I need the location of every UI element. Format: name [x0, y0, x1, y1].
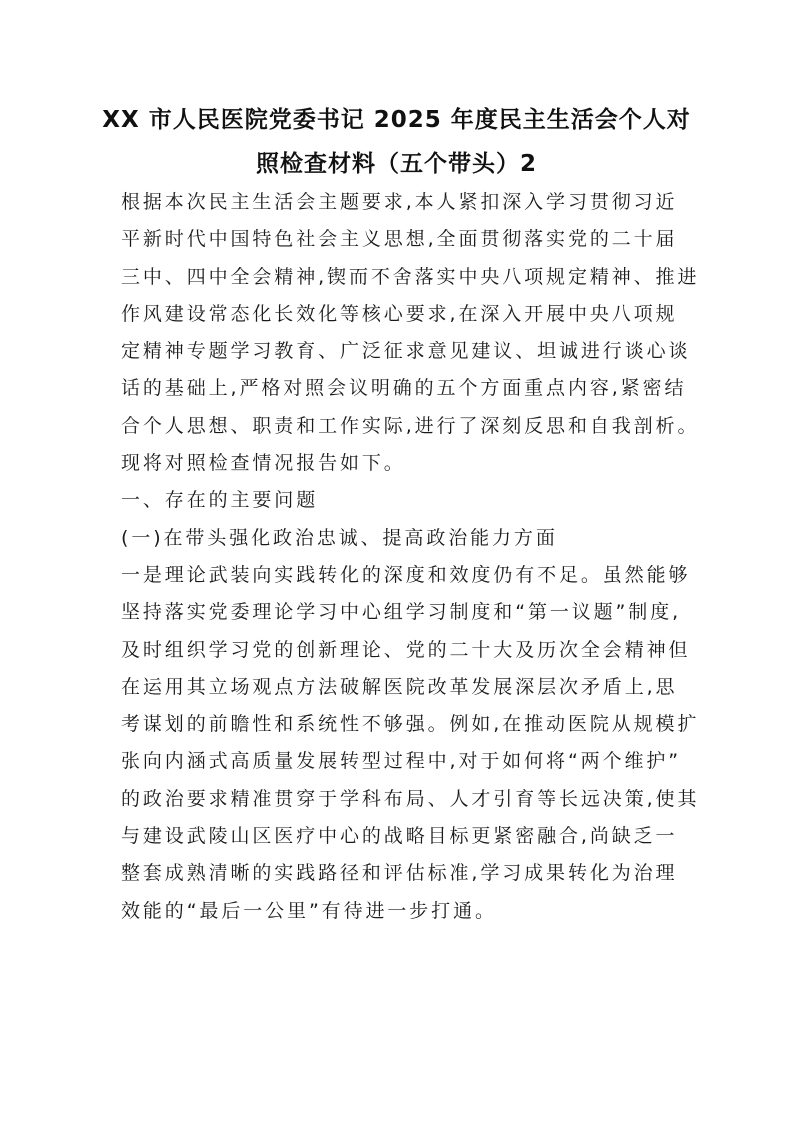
title-line-1: XX 市人民医院党委书记 2025 年度民主生活会个人对 — [102, 107, 691, 133]
body-line: 效能的“最后一公里”有待进一步打通。 — [121, 899, 497, 922]
document-body — [121, 184, 700, 930]
body-line: 的政治要求精准贯穿于学科布局、人才引育等长远决策,使其 — [121, 787, 700, 810]
document-title — [100, 98, 693, 186]
body-line: 张向内涵式高质量发展转型过程中,对于如何将“两个维护” — [121, 750, 682, 773]
body-line: 坚持落实党委理论学习中心组学习制度和“第一议题”制度, — [121, 601, 682, 624]
body-line: 及时组织学习党的创新理论、党的二十大及历次全会精神但 — [121, 638, 691, 661]
subsection-heading: (一)在带头强化政治忠诚、提高政治能力方面 — [121, 526, 558, 549]
body-line: 考谋划的前瞻性和系统性不够强。例如,在推动医院从规模扩 — [121, 713, 700, 736]
body-line: 整套成熟清晰的实践路径和评估标准,学习成果转化为治理 — [121, 862, 678, 885]
body-line: 根据本次民主生活会主题要求,本人紧扣深入学习贯彻习近 — [121, 191, 678, 213]
body-line: 平新时代中国特色社会主义思想,全面贯彻落实党的二十届 — [121, 228, 678, 251]
body-line: 定精神专题学习教育、广泛征求意见建议、坦诚进行谈心谈 — [121, 340, 691, 363]
body-line: 话的基础上,严格对照会议明确的五个方面重点内容,紧密结 — [121, 377, 687, 400]
body-line: 合个人思想、职责和工作实际,进行了深刻反思和自我剖析。 — [121, 414, 700, 437]
body-line: 作风建设常态化长效化等核心要求,在深入开展中央八项规 — [121, 302, 678, 325]
section-heading: 一、存在的主要问题 — [121, 489, 319, 512]
title-line-2: 照检查材料（五个带头）2 — [255, 151, 537, 177]
body-line: 与建设武陵山区医疗中心的战略目标更紧密融合,尚缺乏一 — [121, 825, 678, 848]
body-line: 在运用其立场观点方法破解医院改革发展深层次矛盾上,思 — [121, 675, 678, 698]
body-line: 现将对照检查情况报告如下。 — [121, 452, 406, 475]
body-line: 一是理论武装向实践转化的深度和效度仍有不足。虽然能够 — [121, 563, 691, 586]
body-line: 三中、四中全会精神,锲而不舍落实中央八项规定精神、推进 — [121, 265, 700, 288]
